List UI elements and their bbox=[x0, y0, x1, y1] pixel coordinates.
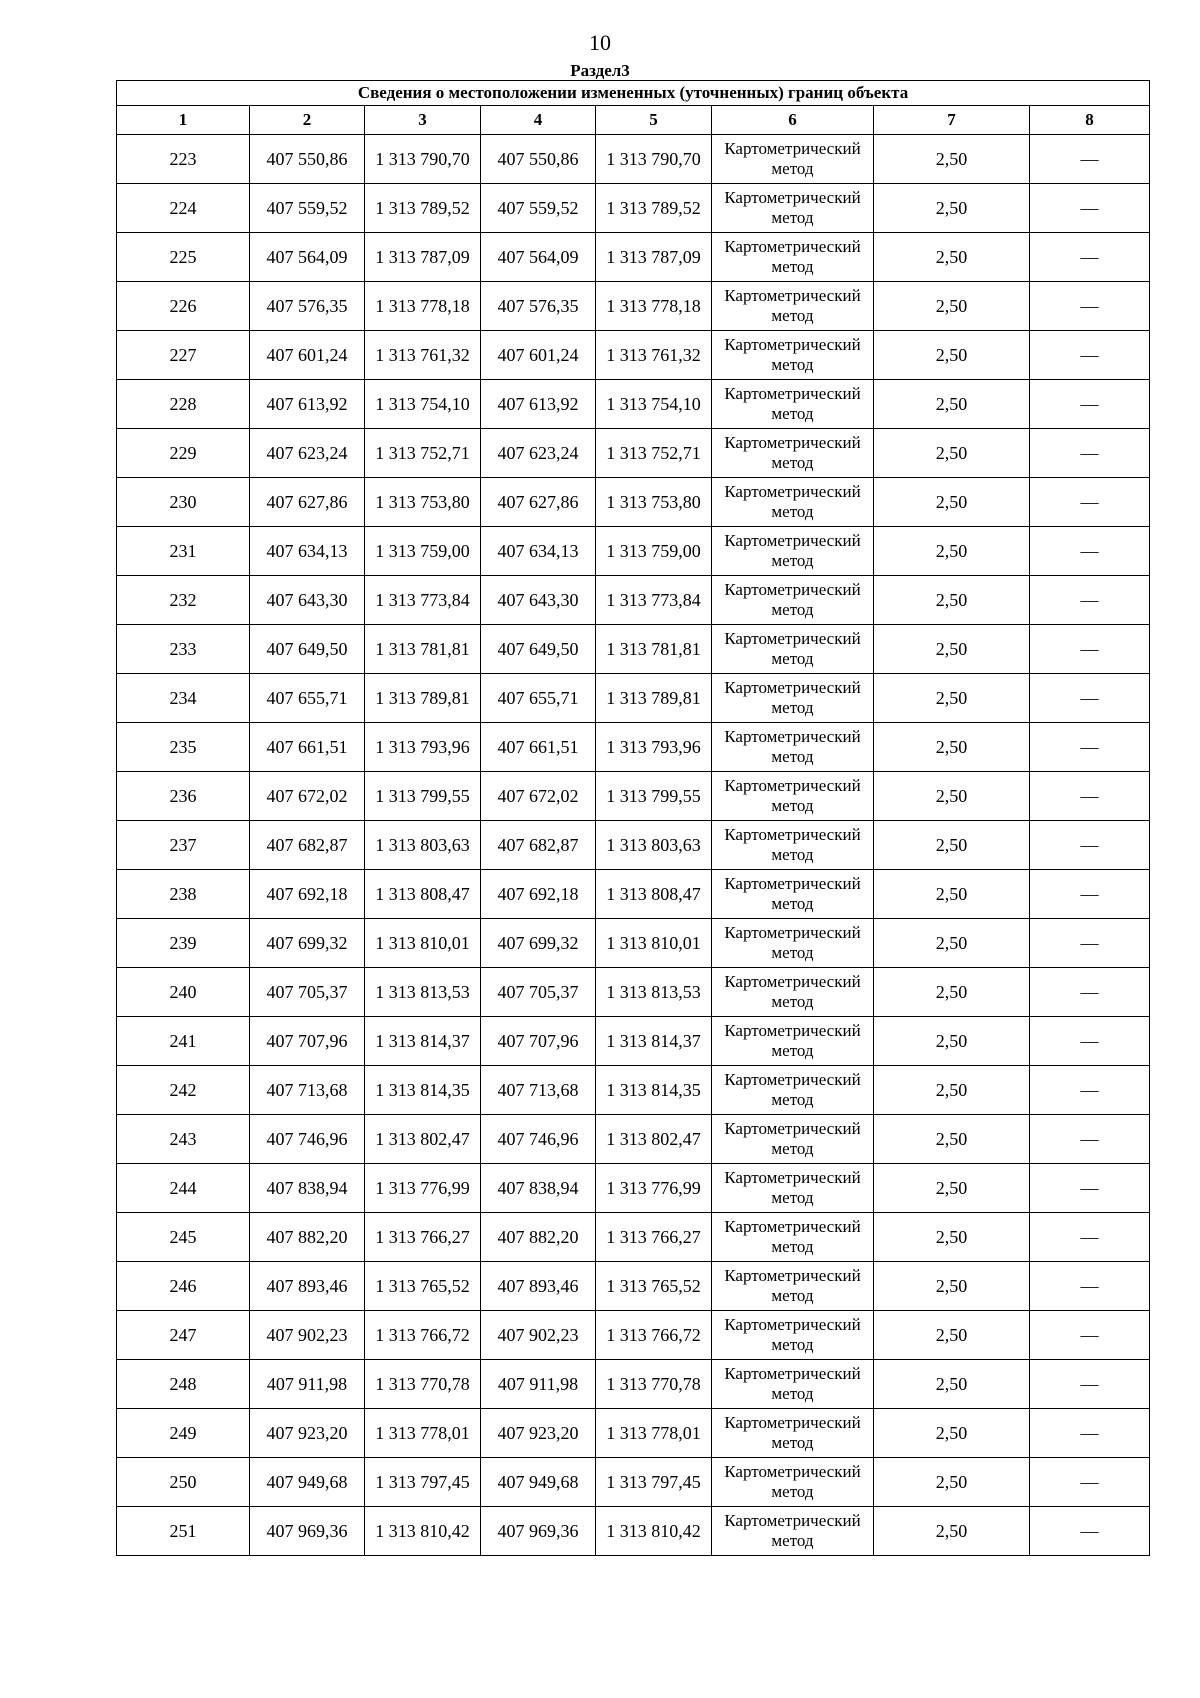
cell-x-existing: 407 627,86 bbox=[250, 478, 365, 527]
cell-point-number: 227 bbox=[117, 331, 250, 380]
cell-y-new: 1 313 781,81 bbox=[596, 625, 712, 674]
cell-y-existing: 1 313 778,01 bbox=[365, 1409, 481, 1458]
cell-method: Картометрический метод bbox=[712, 135, 874, 184]
cell-description: — bbox=[1030, 1164, 1150, 1213]
column-header-4: 4 bbox=[481, 106, 596, 135]
cell-description: — bbox=[1030, 968, 1150, 1017]
cell-method: Картометрический метод bbox=[712, 331, 874, 380]
cell-point-number: 250 bbox=[117, 1458, 250, 1507]
cell-point-number: 247 bbox=[117, 1311, 250, 1360]
cell-y-new: 1 313 778,01 bbox=[596, 1409, 712, 1458]
cell-y-new: 1 313 814,35 bbox=[596, 1066, 712, 1115]
table-row bbox=[117, 184, 1150, 233]
cell-y-new: 1 313 790,70 bbox=[596, 135, 712, 184]
cell-accuracy: 2,50 bbox=[874, 625, 1030, 674]
cell-description: — bbox=[1030, 1262, 1150, 1311]
cell-y-new: 1 313 814,37 bbox=[596, 1017, 712, 1066]
cell-y-existing: 1 313 759,00 bbox=[365, 527, 481, 576]
cell-y-new: 1 313 810,01 bbox=[596, 919, 712, 968]
cell-point-number: 234 bbox=[117, 674, 250, 723]
cell-x-new: 407 969,36 bbox=[481, 1507, 596, 1556]
cell-y-new: 1 313 793,96 bbox=[596, 723, 712, 772]
cell-method: Картометрический метод bbox=[712, 674, 874, 723]
cell-description: — bbox=[1030, 919, 1150, 968]
cell-point-number: 237 bbox=[117, 821, 250, 870]
cell-y-new: 1 313 765,52 bbox=[596, 1262, 712, 1311]
cell-x-new: 407 661,51 bbox=[481, 723, 596, 772]
table-row bbox=[117, 380, 1150, 429]
cell-accuracy: 2,50 bbox=[874, 870, 1030, 919]
cell-y-existing: 1 313 790,70 bbox=[365, 135, 481, 184]
cell-description: — bbox=[1030, 674, 1150, 723]
cell-y-existing: 1 313 766,72 bbox=[365, 1311, 481, 1360]
cell-description: — bbox=[1030, 380, 1150, 429]
cell-description: — bbox=[1030, 331, 1150, 380]
cell-y-existing: 1 313 810,01 bbox=[365, 919, 481, 968]
cell-method: Картометрический метод bbox=[712, 233, 874, 282]
cell-point-number: 224 bbox=[117, 184, 250, 233]
cell-x-existing: 407 949,68 bbox=[250, 1458, 365, 1507]
cell-accuracy: 2,50 bbox=[874, 1262, 1030, 1311]
cell-point-number: 232 bbox=[117, 576, 250, 625]
cell-accuracy: 2,50 bbox=[874, 429, 1030, 478]
cell-point-number: 240 bbox=[117, 968, 250, 1017]
cell-x-existing: 407 705,37 bbox=[250, 968, 365, 1017]
cell-accuracy: 2,50 bbox=[874, 821, 1030, 870]
table-row bbox=[117, 625, 1150, 674]
cell-y-new: 1 313 797,45 bbox=[596, 1458, 712, 1507]
cell-x-new: 407 911,98 bbox=[481, 1360, 596, 1409]
table-row bbox=[117, 331, 1150, 380]
cell-y-existing: 1 313 765,52 bbox=[365, 1262, 481, 1311]
cell-y-new: 1 313 752,71 bbox=[596, 429, 712, 478]
cell-y-new: 1 313 787,09 bbox=[596, 233, 712, 282]
column-header-1: 1 bbox=[117, 106, 250, 135]
cell-accuracy: 2,50 bbox=[874, 233, 1030, 282]
table-row bbox=[117, 135, 1150, 184]
cell-x-existing: 407 672,02 bbox=[250, 772, 365, 821]
cell-description: — bbox=[1030, 821, 1150, 870]
cell-description: — bbox=[1030, 478, 1150, 527]
cell-x-new: 407 613,92 bbox=[481, 380, 596, 429]
cell-x-new: 407 550,86 bbox=[481, 135, 596, 184]
cell-point-number: 245 bbox=[117, 1213, 250, 1262]
cell-y-existing: 1 313 802,47 bbox=[365, 1115, 481, 1164]
cell-x-new: 407 682,87 bbox=[481, 821, 596, 870]
cell-method: Картометрический метод bbox=[712, 478, 874, 527]
cell-y-new: 1 313 776,99 bbox=[596, 1164, 712, 1213]
cell-description: — bbox=[1030, 1360, 1150, 1409]
cell-y-existing: 1 313 776,99 bbox=[365, 1164, 481, 1213]
cell-method: Картометрический метод bbox=[712, 1164, 874, 1213]
table-row bbox=[117, 1017, 1150, 1066]
table-row bbox=[117, 576, 1150, 625]
cell-y-existing: 1 313 766,27 bbox=[365, 1213, 481, 1262]
cell-y-new: 1 313 773,84 bbox=[596, 576, 712, 625]
cell-x-new: 407 699,32 bbox=[481, 919, 596, 968]
table-row bbox=[117, 1115, 1150, 1164]
table-row bbox=[117, 1507, 1150, 1556]
table-row bbox=[117, 1213, 1150, 1262]
cell-x-new: 407 559,52 bbox=[481, 184, 596, 233]
table-row bbox=[117, 919, 1150, 968]
column-header-3: 3 bbox=[365, 106, 481, 135]
cell-accuracy: 2,50 bbox=[874, 380, 1030, 429]
cell-y-new: 1 313 813,53 bbox=[596, 968, 712, 1017]
table-row bbox=[117, 674, 1150, 723]
cell-description: — bbox=[1030, 1507, 1150, 1556]
cell-point-number: 233 bbox=[117, 625, 250, 674]
cell-point-number: 231 bbox=[117, 527, 250, 576]
cell-x-existing: 407 923,20 bbox=[250, 1409, 365, 1458]
cell-point-number: 229 bbox=[117, 429, 250, 478]
cell-accuracy: 2,50 bbox=[874, 1213, 1030, 1262]
cell-accuracy: 2,50 bbox=[874, 527, 1030, 576]
cell-point-number: 236 bbox=[117, 772, 250, 821]
cell-y-new: 1 313 808,47 bbox=[596, 870, 712, 919]
cell-x-new: 407 643,30 bbox=[481, 576, 596, 625]
cell-y-new: 1 313 778,18 bbox=[596, 282, 712, 331]
cell-y-existing: 1 313 814,37 bbox=[365, 1017, 481, 1066]
cell-x-new: 407 601,24 bbox=[481, 331, 596, 380]
cell-x-existing: 407 634,13 bbox=[250, 527, 365, 576]
table-row bbox=[117, 527, 1150, 576]
cell-description: — bbox=[1030, 625, 1150, 674]
cell-method: Картометрический метод bbox=[712, 1115, 874, 1164]
cell-x-new: 407 746,96 bbox=[481, 1115, 596, 1164]
cell-method: Картометрический метод bbox=[712, 723, 874, 772]
cell-method: Картометрический метод bbox=[712, 1458, 874, 1507]
cell-accuracy: 2,50 bbox=[874, 772, 1030, 821]
cell-x-existing: 407 661,51 bbox=[250, 723, 365, 772]
cell-y-existing: 1 313 799,55 bbox=[365, 772, 481, 821]
cell-x-new: 407 627,86 bbox=[481, 478, 596, 527]
cell-x-new: 407 838,94 bbox=[481, 1164, 596, 1213]
cell-y-existing: 1 313 797,45 bbox=[365, 1458, 481, 1507]
table-row bbox=[117, 282, 1150, 331]
cell-method: Картометрический метод bbox=[712, 919, 874, 968]
cell-method: Картометрический метод bbox=[712, 429, 874, 478]
cell-y-new: 1 313 789,52 bbox=[596, 184, 712, 233]
cell-description: — bbox=[1030, 772, 1150, 821]
cell-x-existing: 407 601,24 bbox=[250, 331, 365, 380]
cell-method: Картометрический метод bbox=[712, 1311, 874, 1360]
cell-x-existing: 407 707,96 bbox=[250, 1017, 365, 1066]
coordinates-table bbox=[116, 80, 1150, 1556]
table-caption-row bbox=[117, 81, 1150, 106]
column-header-8: 8 bbox=[1030, 106, 1150, 135]
cell-description: — bbox=[1030, 527, 1150, 576]
cell-point-number: 239 bbox=[117, 919, 250, 968]
cell-point-number: 251 bbox=[117, 1507, 250, 1556]
table-row bbox=[117, 1262, 1150, 1311]
cell-y-existing: 1 313 810,42 bbox=[365, 1507, 481, 1556]
cell-x-new: 407 634,13 bbox=[481, 527, 596, 576]
table-row bbox=[117, 429, 1150, 478]
section-title: Раздел3 bbox=[570, 61, 630, 80]
cell-x-new: 407 707,96 bbox=[481, 1017, 596, 1066]
cell-method: Картометрический метод bbox=[712, 772, 874, 821]
cell-x-existing: 407 550,86 bbox=[250, 135, 365, 184]
cell-method: Картометрический метод bbox=[712, 1213, 874, 1262]
cell-x-existing: 407 623,24 bbox=[250, 429, 365, 478]
cell-method: Картометрический метод bbox=[712, 184, 874, 233]
cell-x-existing: 407 649,50 bbox=[250, 625, 365, 674]
cell-y-existing: 1 313 793,96 bbox=[365, 723, 481, 772]
cell-y-existing: 1 313 770,78 bbox=[365, 1360, 481, 1409]
cell-method: Картометрический метод bbox=[712, 821, 874, 870]
cell-description: — bbox=[1030, 429, 1150, 478]
cell-description: — bbox=[1030, 1311, 1150, 1360]
cell-point-number: 242 bbox=[117, 1066, 250, 1115]
cell-description: — bbox=[1030, 1409, 1150, 1458]
cell-method: Картометрический метод bbox=[712, 1507, 874, 1556]
cell-x-existing: 407 882,20 bbox=[250, 1213, 365, 1262]
cell-x-new: 407 893,46 bbox=[481, 1262, 596, 1311]
cell-y-new: 1 313 766,27 bbox=[596, 1213, 712, 1262]
cell-y-new: 1 313 753,80 bbox=[596, 478, 712, 527]
cell-y-new: 1 313 766,72 bbox=[596, 1311, 712, 1360]
table-caption: Сведения о местоположении измененных (уточненных) границ объекта bbox=[117, 81, 1150, 106]
cell-point-number: 246 bbox=[117, 1262, 250, 1311]
table-row bbox=[117, 1458, 1150, 1507]
cell-x-new: 407 713,68 bbox=[481, 1066, 596, 1115]
table-row bbox=[117, 772, 1150, 821]
cell-x-existing: 407 902,23 bbox=[250, 1311, 365, 1360]
cell-x-existing: 407 564,09 bbox=[250, 233, 365, 282]
cell-description: — bbox=[1030, 723, 1150, 772]
cell-x-existing: 407 746,96 bbox=[250, 1115, 365, 1164]
cell-description: — bbox=[1030, 1017, 1150, 1066]
cell-description: — bbox=[1030, 1066, 1150, 1115]
cell-x-existing: 407 911,98 bbox=[250, 1360, 365, 1409]
cell-point-number: 223 bbox=[117, 135, 250, 184]
column-header-2: 2 bbox=[250, 106, 365, 135]
cell-x-new: 407 902,23 bbox=[481, 1311, 596, 1360]
table-body bbox=[117, 135, 1150, 1556]
cell-point-number: 249 bbox=[117, 1409, 250, 1458]
cell-method: Картометрический метод bbox=[712, 870, 874, 919]
cell-point-number: 243 bbox=[117, 1115, 250, 1164]
cell-accuracy: 2,50 bbox=[874, 1311, 1030, 1360]
cell-accuracy: 2,50 bbox=[874, 1507, 1030, 1556]
cell-method: Картометрический метод bbox=[712, 282, 874, 331]
cell-method: Картометрический метод bbox=[712, 380, 874, 429]
cell-x-existing: 407 682,87 bbox=[250, 821, 365, 870]
cell-accuracy: 2,50 bbox=[874, 282, 1030, 331]
cell-y-existing: 1 313 761,32 bbox=[365, 331, 481, 380]
cell-y-existing: 1 313 814,35 bbox=[365, 1066, 481, 1115]
cell-accuracy: 2,50 bbox=[874, 919, 1030, 968]
cell-method: Картометрический метод bbox=[712, 527, 874, 576]
cell-y-existing: 1 313 778,18 bbox=[365, 282, 481, 331]
cell-x-new: 407 623,24 bbox=[481, 429, 596, 478]
cell-y-new: 1 313 802,47 bbox=[596, 1115, 712, 1164]
cell-x-new: 407 564,09 bbox=[481, 233, 596, 282]
cell-method: Картометрический метод bbox=[712, 1262, 874, 1311]
cell-accuracy: 2,50 bbox=[874, 674, 1030, 723]
cell-description: — bbox=[1030, 1115, 1150, 1164]
column-header-5: 5 bbox=[596, 106, 712, 135]
cell-y-new: 1 313 761,32 bbox=[596, 331, 712, 380]
cell-point-number: 235 bbox=[117, 723, 250, 772]
cell-accuracy: 2,50 bbox=[874, 1017, 1030, 1066]
cell-x-new: 407 882,20 bbox=[481, 1213, 596, 1262]
cell-method: Картометрический метод bbox=[712, 625, 874, 674]
cell-description: — bbox=[1030, 184, 1150, 233]
cell-method: Картометрический метод bbox=[712, 968, 874, 1017]
cell-x-existing: 407 613,92 bbox=[250, 380, 365, 429]
cell-method: Картометрический метод bbox=[712, 1360, 874, 1409]
cell-x-new: 407 649,50 bbox=[481, 625, 596, 674]
cell-point-number: 244 bbox=[117, 1164, 250, 1213]
cell-y-new: 1 313 759,00 bbox=[596, 527, 712, 576]
table-row bbox=[117, 1066, 1150, 1115]
cell-method: Картометрический метод bbox=[712, 1409, 874, 1458]
cell-method: Картометрический метод bbox=[712, 1066, 874, 1115]
cell-x-existing: 407 655,71 bbox=[250, 674, 365, 723]
cell-description: — bbox=[1030, 233, 1150, 282]
cell-accuracy: 2,50 bbox=[874, 331, 1030, 380]
cell-x-existing: 407 893,46 bbox=[250, 1262, 365, 1311]
cell-x-new: 407 576,35 bbox=[481, 282, 596, 331]
table-row bbox=[117, 723, 1150, 772]
cell-accuracy: 2,50 bbox=[874, 1164, 1030, 1213]
cell-y-existing: 1 313 803,63 bbox=[365, 821, 481, 870]
cell-accuracy: 2,50 bbox=[874, 135, 1030, 184]
cell-x-existing: 407 699,32 bbox=[250, 919, 365, 968]
cell-accuracy: 2,50 bbox=[874, 478, 1030, 527]
column-header-7: 7 bbox=[874, 106, 1030, 135]
page-number: 10 bbox=[589, 30, 611, 55]
table-row bbox=[117, 968, 1150, 1017]
cell-y-existing: 1 313 789,52 bbox=[365, 184, 481, 233]
cell-x-existing: 407 838,94 bbox=[250, 1164, 365, 1213]
cell-accuracy: 2,50 bbox=[874, 184, 1030, 233]
cell-y-new: 1 313 810,42 bbox=[596, 1507, 712, 1556]
cell-x-existing: 407 692,18 bbox=[250, 870, 365, 919]
table-row bbox=[117, 233, 1150, 282]
cell-x-existing: 407 559,52 bbox=[250, 184, 365, 233]
cell-method: Картометрический метод bbox=[712, 1017, 874, 1066]
cell-accuracy: 2,50 bbox=[874, 1066, 1030, 1115]
cell-x-new: 407 692,18 bbox=[481, 870, 596, 919]
cell-x-new: 407 705,37 bbox=[481, 968, 596, 1017]
cell-description: — bbox=[1030, 576, 1150, 625]
cell-y-new: 1 313 799,55 bbox=[596, 772, 712, 821]
cell-x-existing: 407 969,36 bbox=[250, 1507, 365, 1556]
cell-y-new: 1 313 770,78 bbox=[596, 1360, 712, 1409]
table-row bbox=[117, 1360, 1150, 1409]
cell-description: — bbox=[1030, 135, 1150, 184]
cell-accuracy: 2,50 bbox=[874, 1409, 1030, 1458]
table-row bbox=[117, 870, 1150, 919]
cell-x-existing: 407 643,30 bbox=[250, 576, 365, 625]
cell-point-number: 226 bbox=[117, 282, 250, 331]
cell-y-existing: 1 313 787,09 bbox=[365, 233, 481, 282]
cell-y-existing: 1 313 808,47 bbox=[365, 870, 481, 919]
cell-y-new: 1 313 754,10 bbox=[596, 380, 712, 429]
cell-y-new: 1 313 789,81 bbox=[596, 674, 712, 723]
cell-accuracy: 2,50 bbox=[874, 1360, 1030, 1409]
cell-x-new: 407 672,02 bbox=[481, 772, 596, 821]
cell-x-existing: 407 713,68 bbox=[250, 1066, 365, 1115]
cell-description: — bbox=[1030, 870, 1150, 919]
cell-accuracy: 2,50 bbox=[874, 1458, 1030, 1507]
cell-point-number: 241 bbox=[117, 1017, 250, 1066]
cell-point-number: 248 bbox=[117, 1360, 250, 1409]
cell-y-existing: 1 313 773,84 bbox=[365, 576, 481, 625]
cell-description: — bbox=[1030, 1213, 1150, 1262]
cell-description: — bbox=[1030, 1458, 1150, 1507]
cell-x-existing: 407 576,35 bbox=[250, 282, 365, 331]
table-row bbox=[117, 1164, 1150, 1213]
cell-point-number: 238 bbox=[117, 870, 250, 919]
cell-point-number: 228 bbox=[117, 380, 250, 429]
cell-x-new: 407 655,71 bbox=[481, 674, 596, 723]
cell-accuracy: 2,50 bbox=[874, 723, 1030, 772]
cell-x-new: 407 923,20 bbox=[481, 1409, 596, 1458]
table-row bbox=[117, 478, 1150, 527]
cell-y-existing: 1 313 753,80 bbox=[365, 478, 481, 527]
cell-accuracy: 2,50 bbox=[874, 1115, 1030, 1164]
cell-x-new: 407 949,68 bbox=[481, 1458, 596, 1507]
cell-description: — bbox=[1030, 282, 1150, 331]
table-row bbox=[117, 1311, 1150, 1360]
cell-accuracy: 2,50 bbox=[874, 576, 1030, 625]
cell-point-number: 230 bbox=[117, 478, 250, 527]
cell-y-existing: 1 313 789,81 bbox=[365, 674, 481, 723]
table-row bbox=[117, 821, 1150, 870]
cell-point-number: 225 bbox=[117, 233, 250, 282]
cell-y-existing: 1 313 781,81 bbox=[365, 625, 481, 674]
table-row bbox=[117, 1409, 1150, 1458]
cell-y-existing: 1 313 754,10 bbox=[365, 380, 481, 429]
cell-y-existing: 1 313 752,71 bbox=[365, 429, 481, 478]
cell-method: Картометрический метод bbox=[712, 576, 874, 625]
cell-y-existing: 1 313 813,53 bbox=[365, 968, 481, 1017]
table-header-row bbox=[117, 106, 1150, 135]
cell-accuracy: 2,50 bbox=[874, 968, 1030, 1017]
cell-y-new: 1 313 803,63 bbox=[596, 821, 712, 870]
column-header-6: 6 bbox=[712, 106, 874, 135]
